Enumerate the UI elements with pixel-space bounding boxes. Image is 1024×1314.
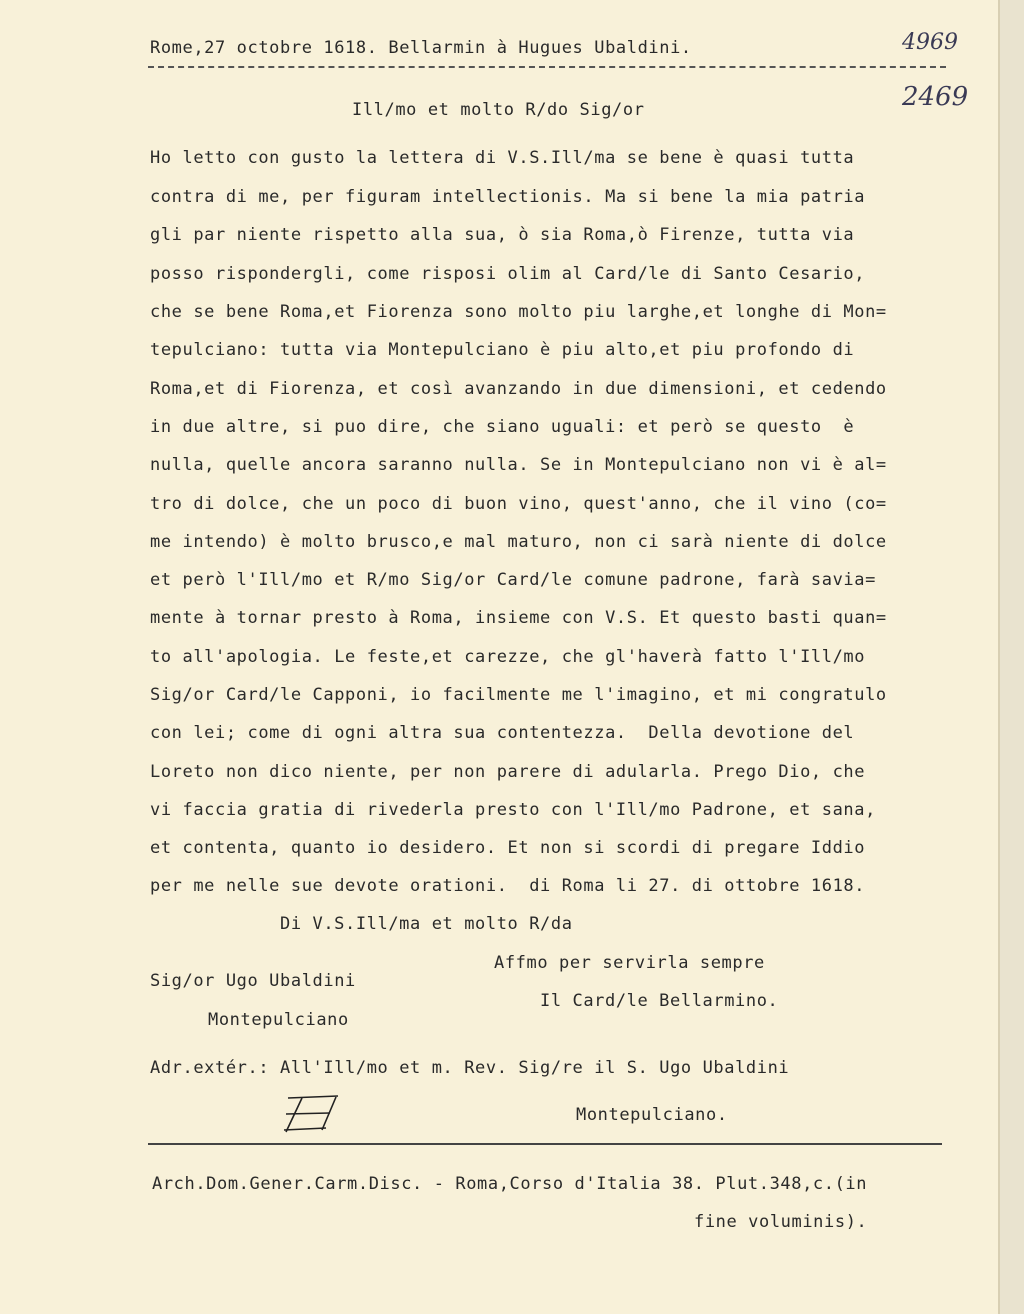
recipient-name: Sig/or Ugo Ubaldini <box>150 971 356 991</box>
salutation: Ill/mo et molto R/do Sig/or <box>352 100 645 120</box>
body-line: Loreto non dico niente, per non parere di adularla. Prego Dio, che <box>150 762 866 782</box>
address-place: Montepulciano. <box>576 1105 728 1125</box>
archive-reference: Arch.Dom.Gener.Carm.Disc. - Roma,Corso d'Italia 38. Plut.348,c.(in <box>152 1174 868 1194</box>
closing-affection: Affmo per servirla sempre <box>494 953 765 973</box>
body-line: posso rispondergli, come risposi olim al Card/le di Santo Cesario, <box>150 264 866 284</box>
footer-rule <box>148 1143 942 1145</box>
header-dashed-rule <box>148 66 946 68</box>
body-line: Roma,et di Fiorenza, et così avanzando in due dimensioni, et cedendo <box>150 379 887 399</box>
body-line: et contenta, quanto io desidero. Et non si scordi di pregare Iddio <box>150 838 866 858</box>
body-line: Ho letto con gusto la lettera di V.S.Ill/ma se bene è quasi tutta <box>150 148 855 168</box>
body-line: per me nelle sue devote orationi. di Roma li 27. di ottobre 1618. <box>150 876 866 896</box>
body-line: gli par niente rispetto alla sua, ò sia Roma,ò Firenze, tutta via <box>150 225 855 245</box>
pencil-page-number: 2469 <box>902 82 969 112</box>
body-line: tepulciano: tutta via Montepulciano è piu alto,et piu profondo di <box>150 340 855 360</box>
body-line: to all'apologia. Le feste,et carezze, che gl'haverà fatto l'Ill/mo <box>150 647 866 667</box>
header-line: Rome,27 octobre 1618. Bellarmin à Hugues Ubaldini. <box>150 38 692 58</box>
body-line: tro di dolce, che un poco di buon vino, quest'anno, che il vino (co= <box>150 494 887 514</box>
body-line: che se bene Roma,et Fiorenza sono molto piu larghe,et longhe di Mon= <box>150 302 887 322</box>
signature: Il Card/le Bellarmino. <box>540 991 779 1011</box>
recipient-place: Montepulciano <box>208 1010 349 1030</box>
body-line: vi faccia gratia di rivederla presto con l'Ill/mo Padrone, et sana, <box>150 800 876 820</box>
body-line: mente à tornar presto à Roma, insieme con V.S. Et questo basti quan= <box>150 608 887 628</box>
archive-reference-continued: fine voluminis). <box>694 1212 868 1232</box>
handwritten-mark-icon <box>278 1092 344 1136</box>
body-line: Sig/or Card/le Capponi, io facilmente me l'imagino, et mi congratulo <box>150 685 887 705</box>
body-line: contra di me, per figuram intellectionis. Ma si bene la mia patria <box>150 187 866 207</box>
body-line: me intendo) è molto brusco,e mal maturo, non ci sarà niente di dolce <box>150 532 887 552</box>
pencil-folio-number: 4969 <box>902 30 958 55</box>
body-line: con lei; come di ogni altra sua contentezza. Della devotione del <box>150 723 855 743</box>
body-line: nulla, quelle ancora saranno nulla. Se in Montepulciano non vi è al= <box>150 455 887 475</box>
body-line: in due altre, si puo dire, che siano uguali: et però se questo è <box>150 417 855 437</box>
closing-formula: Di V.S.Ill/ma et molto R/da <box>280 914 573 934</box>
body-line: et però l'Ill/mo et R/mo Sig/or Card/le comune padrone, farà savia= <box>150 570 876 590</box>
address-line: Adr.extér.: All'Ill/mo et m. Rev. Sig/re il S. Ugo Ubaldini <box>150 1058 790 1078</box>
